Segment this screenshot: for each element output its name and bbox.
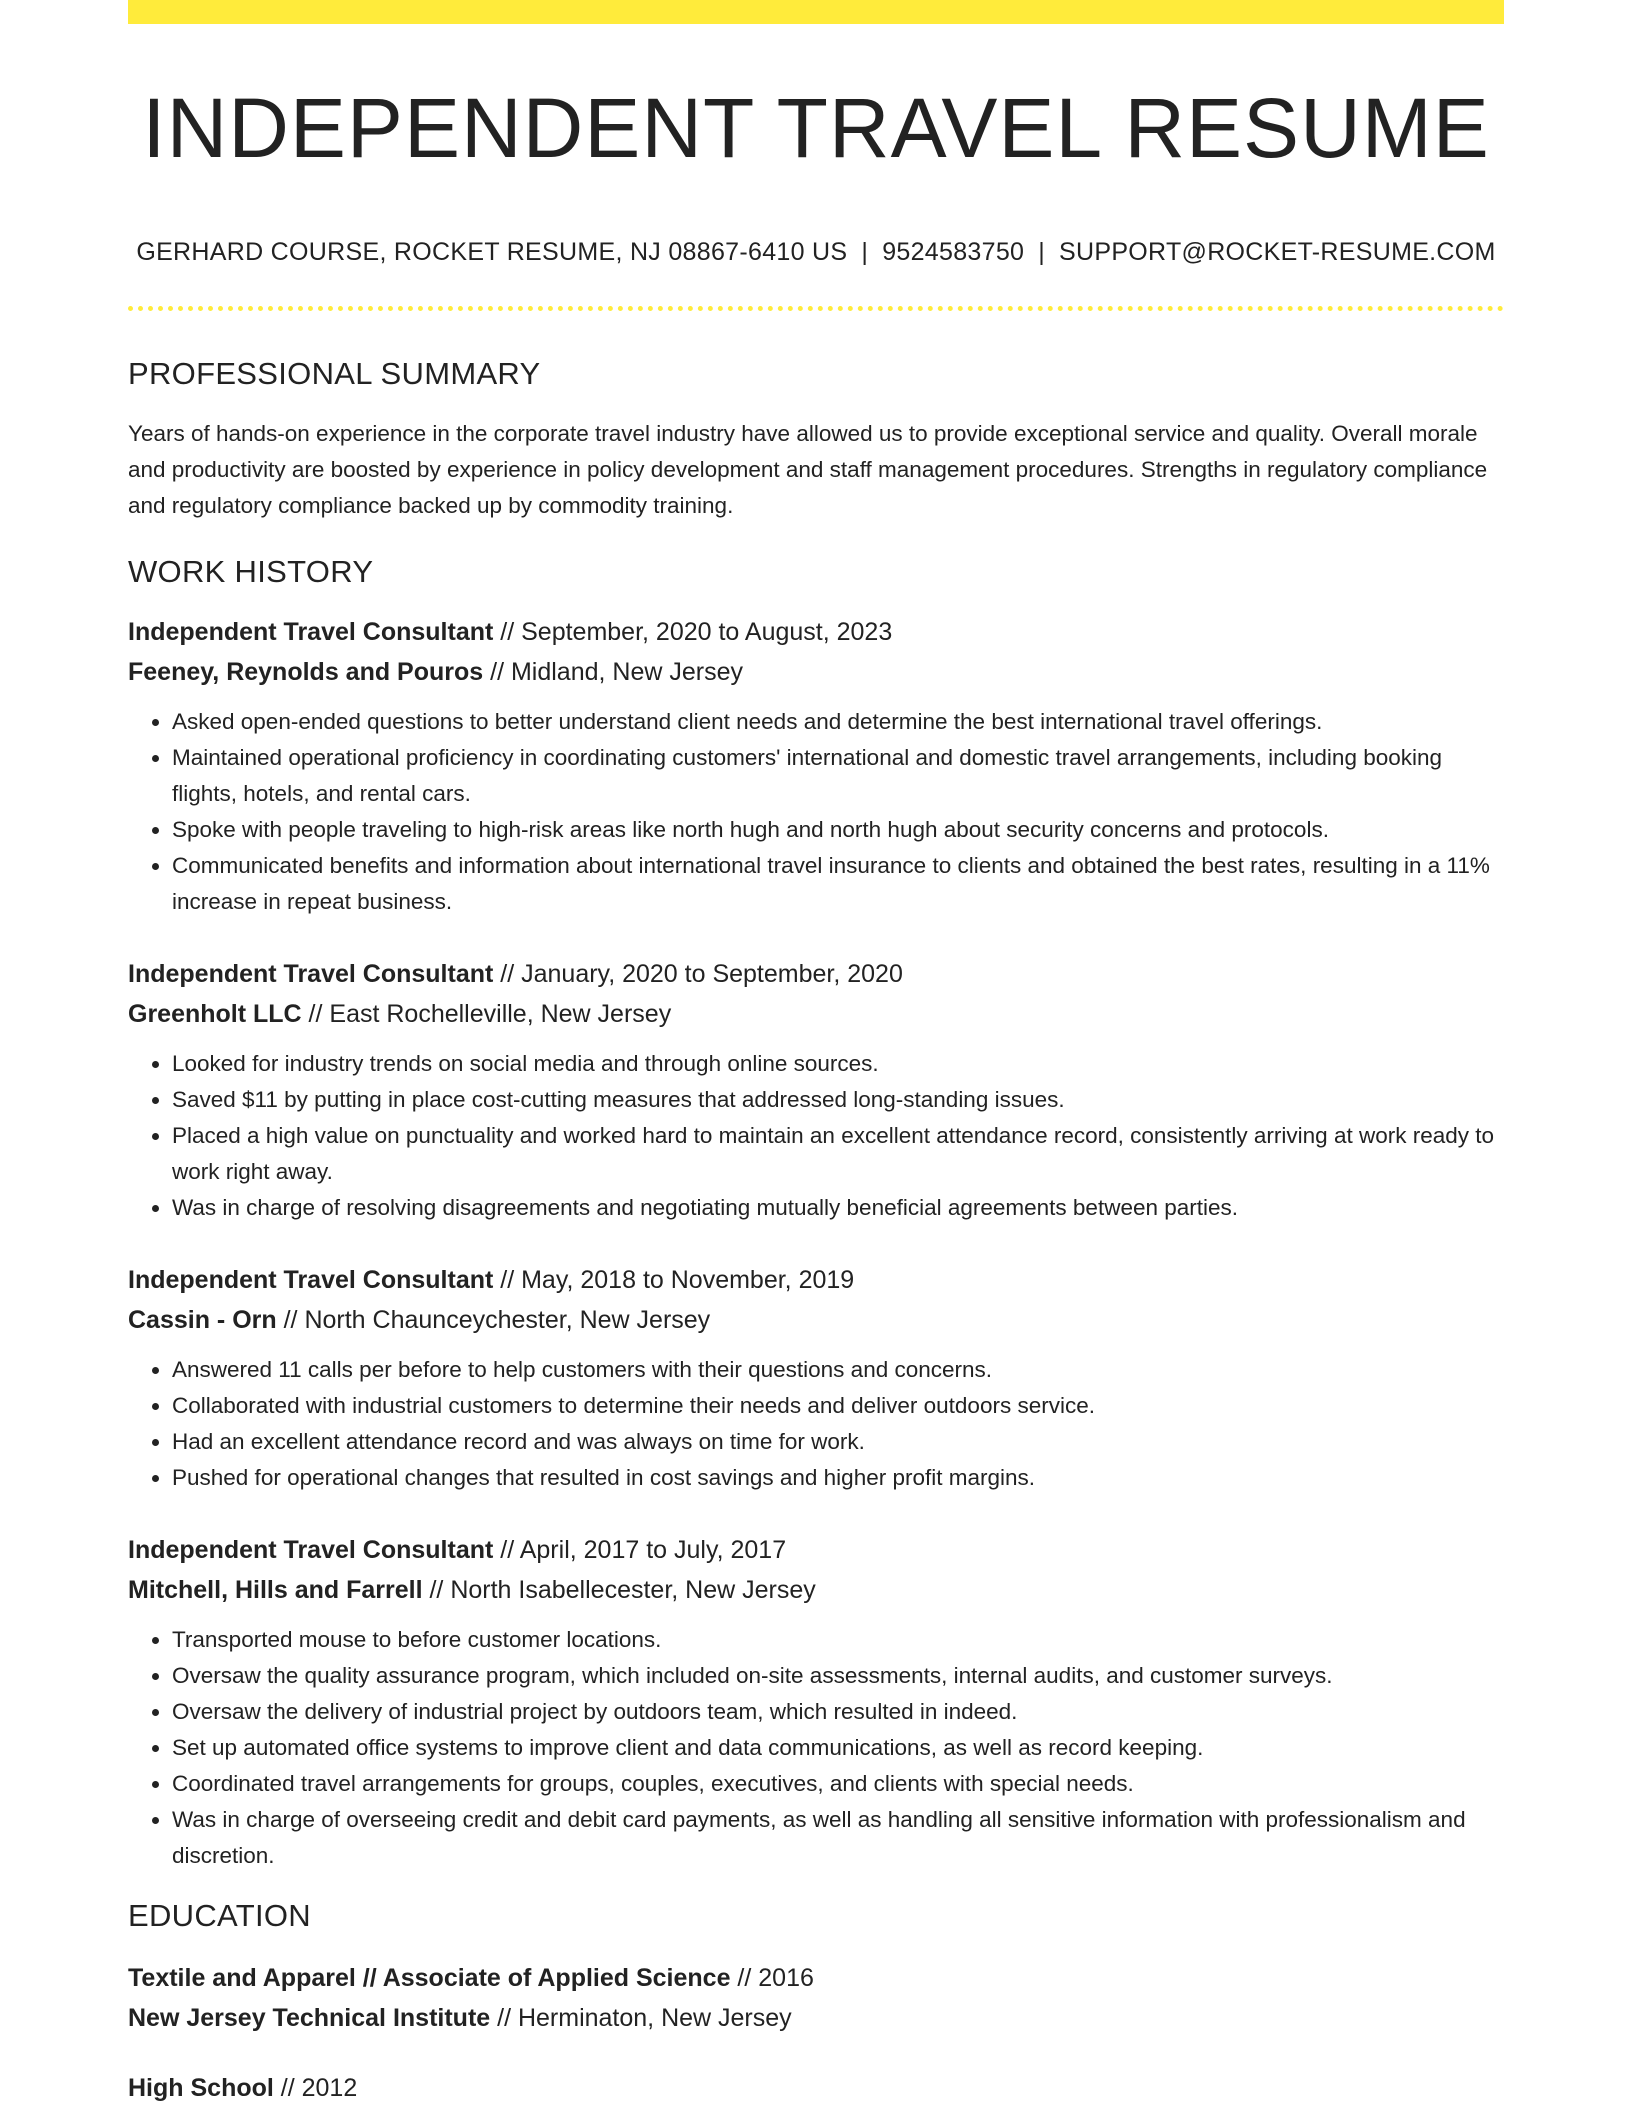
job-location: // North Isabellecester, New Jersey xyxy=(422,1576,816,1604)
job-bullet: • Was in charge of overseeing credit and debit card payments, as well as handling all sensitive information with professionalism and discretion. xyxy=(172,1802,1504,1874)
job-bullets xyxy=(128,1622,1504,1874)
school-line xyxy=(128,1998,1504,2038)
job-bullet: • Communicated benefits and information about international travel insurance to clients and obtained the best rates, resulting in a 11% increase in repeat business. xyxy=(172,848,1504,920)
job-company: Cassin - Orn xyxy=(128,1306,277,1334)
job-bullet: • Coordinated travel arrangements for groups, couples, executives, and clients with special needs. xyxy=(172,1766,1504,1802)
job-entry xyxy=(128,612,1504,920)
job-location: // Midland, New Jersey xyxy=(483,658,744,686)
job-title-line xyxy=(128,612,1504,652)
job-dates: // April, 2017 to July, 2017 xyxy=(493,1536,787,1564)
contact-separator: | xyxy=(861,238,869,266)
resume-page xyxy=(128,0,1504,2112)
job-title: Independent Travel Consultant xyxy=(128,618,494,646)
job-location: // East Rochelleville, New Jersey xyxy=(301,1000,672,1028)
job-bullet: • Placed a high value on punctuality and worked hard to maintain an excellent attendance record, consistently arriving at work ready to work right away. xyxy=(172,1118,1504,1190)
job-entry xyxy=(128,954,1504,1226)
education-heading: EDUCATION xyxy=(128,1898,311,1933)
job-title-line xyxy=(128,1260,1504,1300)
degree-name: High School xyxy=(128,2074,274,2102)
job-title-line xyxy=(128,1530,1504,1570)
summary-text: Years of hands-on experience in the corporate travel industry have allowed us to provide exceptional service and quality. Overall morale and productivity are boosted by experience in policy development and staff management procedures. Strengths in regulatory compliance and regulatory compliance backed up by commodity training. xyxy=(128,421,1488,518)
degree-line xyxy=(128,1958,1504,1998)
job-bullet: • Spoke with people traveling to high-risk areas like north hugh and north hugh about security concerns and protocols. xyxy=(172,812,1504,848)
contact-separator: | xyxy=(1038,238,1046,266)
job-bullet: • Set up automated office systems to improve client and data communications, as well as record keeping. xyxy=(172,1730,1504,1766)
job-title: Independent Travel Consultant xyxy=(128,1266,494,1294)
education-entry xyxy=(128,2068,1504,2108)
summary-heading: PROFESSIONAL SUMMARY xyxy=(128,356,541,391)
job-bullet: • Answered 11 calls per before to help customers with their questions and concerns. xyxy=(172,1352,1504,1388)
job-bullet: • Transported mouse to before customer locations. xyxy=(172,1622,1504,1658)
job-company-line xyxy=(128,1570,1504,1610)
contact-email: SUPPORT@ROCKET-RESUME.COM xyxy=(1059,238,1496,266)
job-title-line xyxy=(128,954,1504,994)
degree-line xyxy=(128,2068,1504,2108)
job-bullet: • Looked for industry trends on social media and through online sources. xyxy=(172,1046,1504,1082)
job-company: Greenholt LLC xyxy=(128,1000,302,1028)
job-title: Independent Travel Consultant xyxy=(128,960,494,988)
job-bullet: • Saved $11 by putting in place cost-cutting measures that addressed long-standing issues. xyxy=(172,1082,1504,1118)
job-bullet: • Asked open-ended questions to better understand client needs and determine the best international travel offerings. xyxy=(172,704,1504,740)
job-dates: // September, 2020 to August, 2023 xyxy=(493,618,893,646)
job-dates: // May, 2018 to November, 2019 xyxy=(493,1266,855,1294)
job-company-line xyxy=(128,1300,1504,1340)
degree-name: Textile and Apparel // Associate of Applied Science xyxy=(128,1964,731,1992)
degree-year: // 2016 xyxy=(730,1964,814,1992)
page-title: INDEPENDENT TRAVEL RESUME xyxy=(142,81,1490,175)
job-bullet: • Pushed for operational changes that resulted in cost savings and higher profit margins. xyxy=(172,1460,1504,1496)
job-bullet: • Maintained operational proficiency in coordinating customers' international and domestic travel arrangements, including booking flights, hotels, and rental cars. xyxy=(172,740,1504,812)
contact-address: GERHARD COURSE, ROCKET RESUME, NJ 08867-6410 US xyxy=(136,238,848,266)
job-company: Mitchell, Hills and Farrell xyxy=(128,1576,423,1604)
top-accent-bar xyxy=(128,0,1504,24)
job-bullets xyxy=(128,704,1504,920)
job-company-line xyxy=(128,652,1504,692)
job-entry xyxy=(128,1530,1504,1874)
work-history-heading: WORK HISTORY xyxy=(128,554,374,589)
job-dates: // January, 2020 to September, 2020 xyxy=(493,960,903,988)
job-company: Feeney, Reynolds and Pouros xyxy=(128,658,484,686)
job-bullet: • Was in charge of resolving disagreements and negotiating mutually beneficial agreements between parties. xyxy=(172,1190,1504,1226)
job-bullet: • Oversaw the quality assurance program, which included on-site assessments, internal audits, and customer surveys. xyxy=(172,1658,1504,1694)
job-bullets xyxy=(128,1352,1504,1496)
education-entry xyxy=(128,1958,1504,2038)
contact-phone: 9524583750 xyxy=(882,238,1025,266)
degree-year: // 2012 xyxy=(273,2074,358,2102)
job-bullets xyxy=(128,1046,1504,1226)
job-title: Independent Travel Consultant xyxy=(128,1536,494,1564)
resume-content xyxy=(128,354,1504,2108)
job-bullet: • Oversaw the delivery of industrial project by outdoors team, which resulted in indeed. xyxy=(172,1694,1504,1730)
education-section xyxy=(128,1896,1504,2108)
school-location: // Herminaton, New Jersey xyxy=(490,2004,792,2032)
job-location: // North Chaunceychester, New Jersey xyxy=(276,1306,711,1334)
job-bullet: • Had an excellent attendance record and was always on time for work. xyxy=(172,1424,1504,1460)
job-bullet: • Collaborated with industrial customers to determine their needs and deliver outdoors service. xyxy=(172,1388,1504,1424)
contact-info xyxy=(128,238,1504,267)
job-entry xyxy=(128,1260,1504,1496)
job-company-line xyxy=(128,994,1504,1034)
dotted-divider xyxy=(128,306,1504,311)
school-name: New Jersey Technical Institute xyxy=(128,2004,491,2032)
